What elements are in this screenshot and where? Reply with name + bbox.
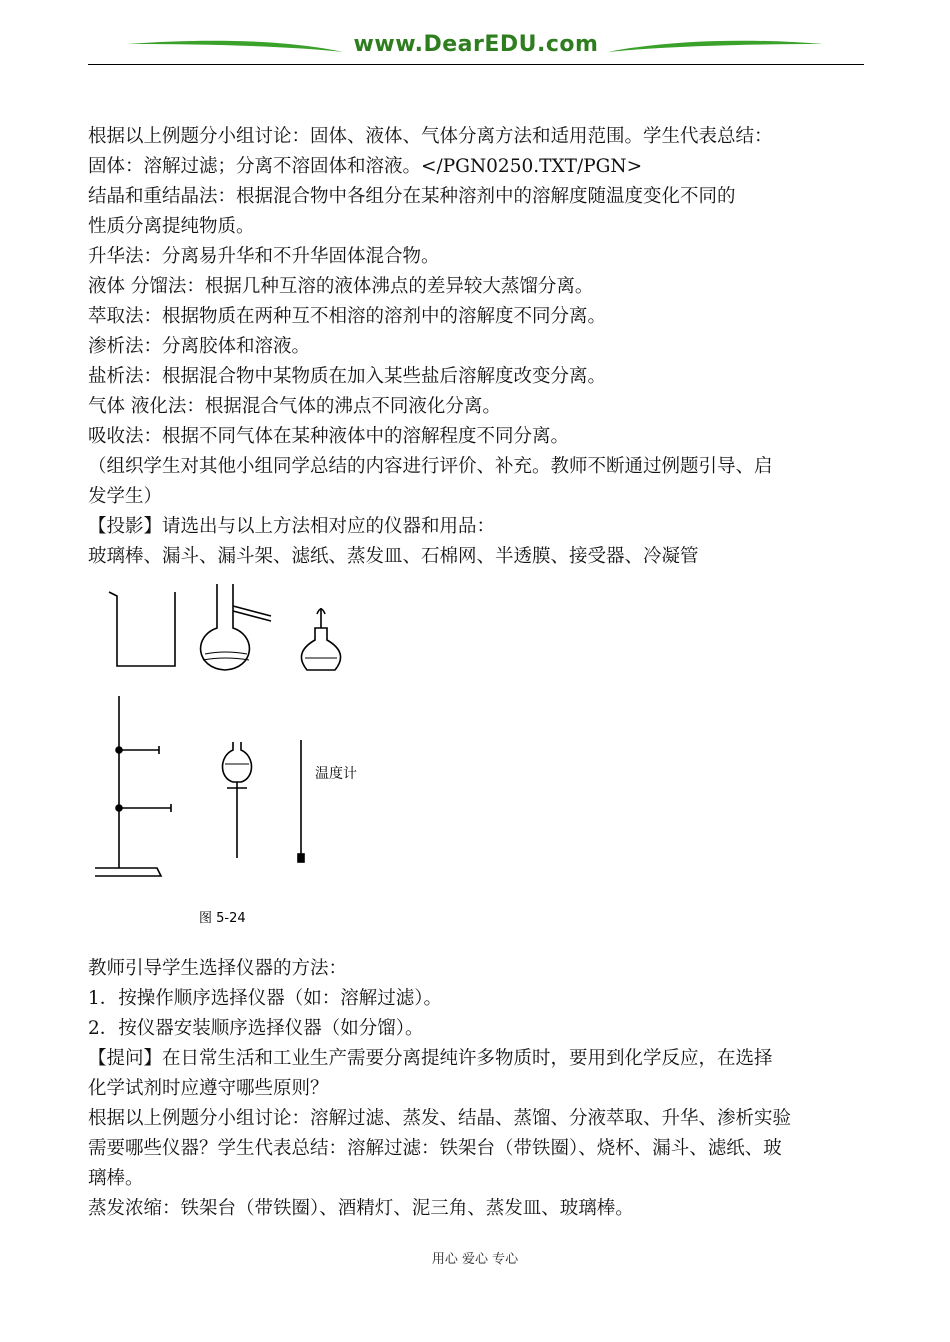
paragraph: 性质分离提纯物质。 xyxy=(88,216,255,237)
paragraph: 1．按操作顺序选择仪器（如：溶解过滤）。 xyxy=(88,988,443,1009)
thermometer-label: 温度计 xyxy=(315,766,357,782)
paragraph: 升华法：分离易升华和不升华固体混合物。 xyxy=(88,246,440,267)
paragraph: 【投影】请选出与以上方法相对应的仪器和用品： xyxy=(88,516,496,537)
paragraph: 2．按仪器安装顺序选择仪器（如分馏）。 xyxy=(88,1018,424,1039)
paragraph: 气体 液化法：根据混合气体的沸点不同液化分离。 xyxy=(88,396,501,417)
site-name: www.DearEDU.com xyxy=(353,32,599,57)
page-header xyxy=(88,30,864,70)
apparatus-figure xyxy=(95,578,495,938)
main-text-top xyxy=(88,122,868,572)
main-text-bottom xyxy=(88,954,868,1224)
paragraph: 吸收法：根据不同气体在某种液体中的溶解程度不同分离。 xyxy=(88,426,570,447)
paragraph: 根据以上例题分小组讨论：溶解过滤、蒸发、结晶、蒸馏、分液萃取、升华、渗析实验 xyxy=(88,1108,792,1129)
separatory-funnel-icon xyxy=(223,742,252,858)
paragraph: 液体 分馏法：根据几种互溶的液体沸点的差异较大蒸馏分离。 xyxy=(88,276,594,297)
page-footer: 用心 爱心 专心 xyxy=(431,1252,519,1267)
paragraph: 【提问】在日常生活和工业生产需要分离提纯许多物质时，要用到化学反应，在选择 xyxy=(88,1048,773,1069)
paragraph: 渗析法：分离胶体和溶液。 xyxy=(88,336,311,357)
header-rule xyxy=(88,64,864,65)
paragraph: 璃棒。 xyxy=(88,1168,144,1189)
paragraph: 盐析法：根据混合物中某物质在加入某些盐后溶解度改变分离。 xyxy=(88,366,607,387)
iron-stand-icon xyxy=(95,696,171,876)
distillation-flask-icon xyxy=(201,584,271,670)
paragraph: 萃取法：根据物质在两种互不相溶的溶剂中的溶解度不同分离。 xyxy=(88,306,607,327)
paragraph: 固体：溶解过滤；分离不溶固体和溶液。</PGN0250.TXT/PGN> xyxy=(88,156,643,177)
paragraph: 化学试剂时应遵守哪些原则？ xyxy=(88,1078,329,1099)
paragraph: 玻璃棒、漏斗、漏斗架、滤纸、蒸发皿、石棉网、半透膜、接受器、冷凝管 xyxy=(88,546,699,567)
paragraph: 结晶和重结晶法：根据混合物中各组分在某种溶剂中的溶解度随温度变化不同的 xyxy=(88,186,736,207)
paragraph: 蒸发浓缩：铁架台（带铁圈）、酒精灯、泥三角、蒸发皿、玻璃棒。 xyxy=(88,1198,634,1219)
paragraph: 需要哪些仪器？学生代表总结：溶解过滤：铁架台（带铁圈）、烧杯、漏斗、滤纸、玻 xyxy=(88,1138,782,1159)
figure-caption: 图 5-24 xyxy=(199,911,246,926)
paragraph: 教师引导学生选择仪器的方法： xyxy=(88,958,348,979)
beaker-icon xyxy=(109,592,175,666)
paragraph: 发学生） xyxy=(88,486,163,507)
paragraph: 根据以上例题分小组讨论：固体、液体、气体分离方法和适用范围。学生代表总结： xyxy=(88,126,773,147)
paragraph: （组织学生对其他小组同学总结的内容进行评价、补充。教师不断通过例题引导、启 xyxy=(88,456,773,477)
thermometer-icon xyxy=(298,740,304,862)
alcohol-lamp-icon xyxy=(301,608,340,670)
